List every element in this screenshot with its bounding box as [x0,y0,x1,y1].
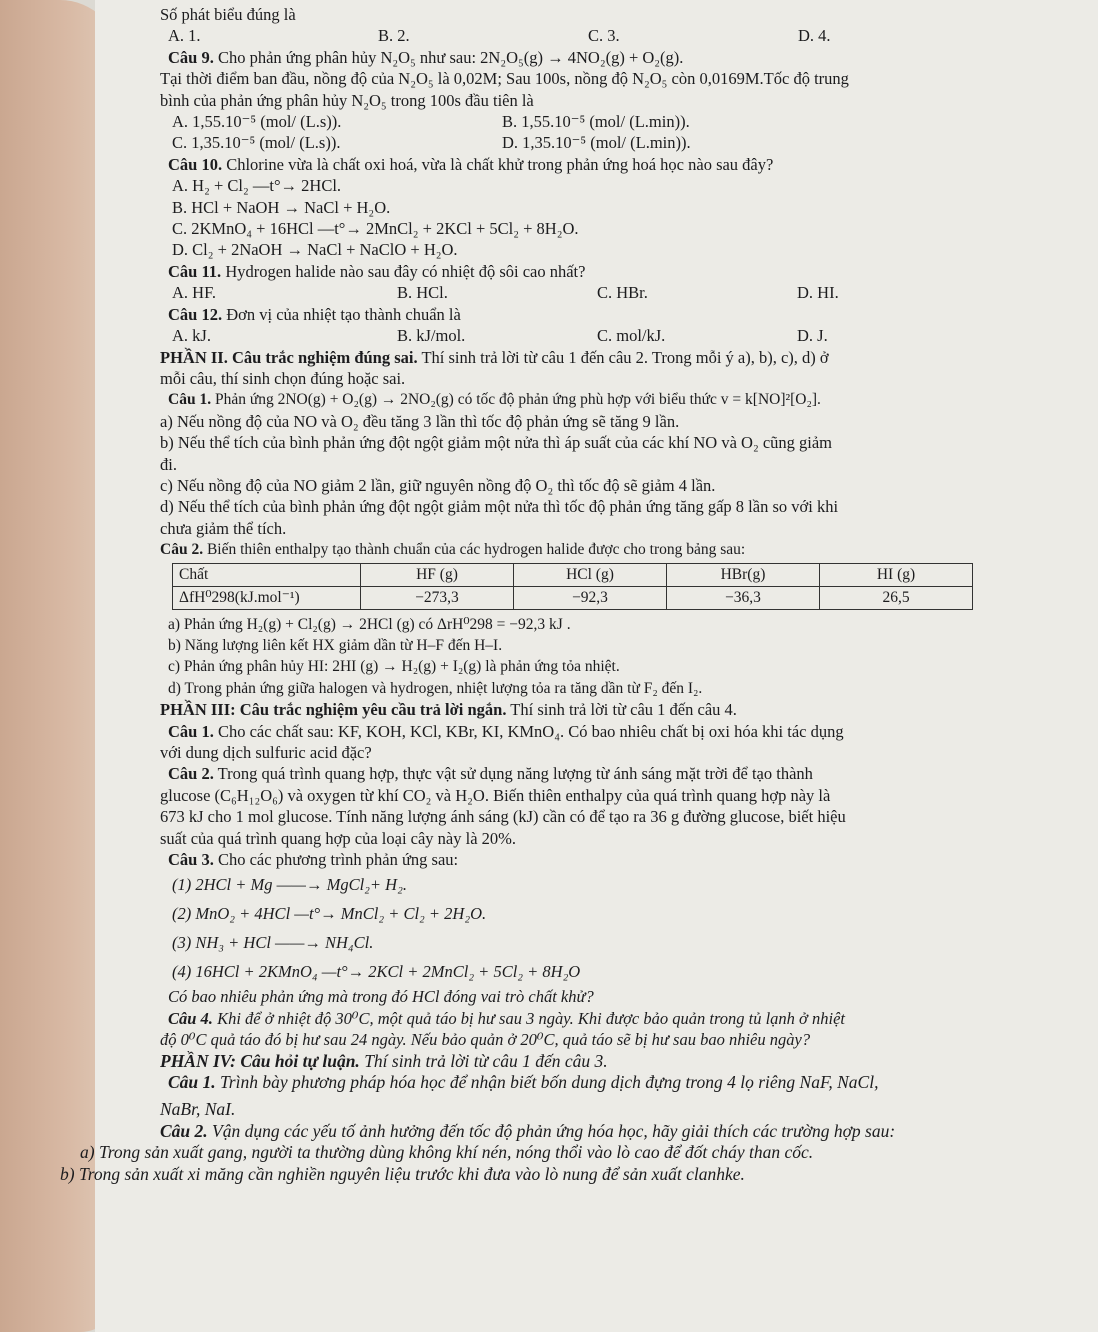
part3-intro: Thí sinh trả lời từ câu 1 đến câu 4. [510,700,737,720]
table-cell: 26,5 [820,586,973,609]
p4-c2-line: b) Trong sản xuất xi măng cần nghiền nguyên liệu trước khi đưa vào lò nung để sản xuất clanhke. [60,1163,745,1184]
part2-intro: Thí sinh trả lời từ câu 1 đến câu 2. Trong mỗi ý a), b), c), d) ở [421,347,829,367]
p2-c1-item: a) Nếu nồng độ của NO và O₂ đều tăng 3 lần thì tốc độ phản ứng sẽ tăng 9 lần. [160,411,680,431]
equation: (2) MnO₂ + 4HCl —t°→ MnCl₂ + Cl₂ + 2H₂O. [172,904,487,924]
option: B. HCl + NaOH → NaCl + H₂O. [172,197,391,217]
option: A. HF. [172,283,217,303]
table-cell: −36,3 [667,586,820,609]
p4-c1-label: Câu 1. [168,1072,216,1093]
table-cell: HBr(g) [667,563,820,586]
p4-c2-line: a) Trong sản xuất gang, người ta thường dùng không khí nén, nóng thổi vào lò cao để đốt cháy than cốc. [80,1142,814,1163]
p2-c2-item: a) Phản ứng H₂(g) + Cl₂(g) → 2HCl (g) có ΔrH⁰298 = −92,3 kJ . [168,615,571,633]
p4-c2-label: Câu 2. [160,1120,208,1141]
q12-options [160,325,1060,346]
p3-c4-line: Khi để ở nhiệt độ 30⁰C, một quả táo bị hư sau 3 ngày. Khi được bảo quản trong tủ lạnh ở nhiệt [217,1008,845,1028]
part2-intro: mỗi câu, thí sinh chọn đúng hoặc sai. [160,368,406,388]
option: C. 2KMnO₄ + 16HCl —t°→ 2MnCl₂ + 2KCl + 5Cl₂ + 8H₂O. [172,219,579,239]
table-header-row [173,563,973,586]
p2-c2-item: c) Phản ứng phân hủy HI: 2HI (g) → H₂(g) + I₂(g) là phản ứng tỏa nhiệt. [168,658,620,676]
p2-c1-item: chưa giảm thể tích. [160,518,287,538]
p2-c1-item: d) Nếu thể tích của bình phản ứng đột ngột giảm một nửa thì tốc độ phản ứng tăng gấp 8 lần so với khi [160,497,839,517]
option: D. 4. [798,26,831,46]
option: D. 1,35.10⁻⁵ (mol/ (L.min)). [502,133,691,153]
option: D. Cl₂ + 2NaOH → NaCl + NaClO + H₂O. [172,240,458,260]
option: B. 1,55.10⁻⁵ (mol/ (L.min)). [502,112,690,132]
p3-c2-line: 673 kJ cho 1 mol glucose. Tính năng lượng ánh sáng (kJ) cần có để tạo ra 36 g đường glucose, biết hiệu [160,807,846,827]
option: A. 1. [168,26,201,46]
part2-title: PHẦN II. Câu trắc nghiệm đúng sai. [160,347,418,367]
q8-stem: Số phát biểu đúng là [160,5,296,24]
p3-c3-question: Có bao nhiêu phản ứng mà trong đó HCl đóng vai trò chất khử? [168,987,594,1007]
table-cell: HCl (g) [514,563,667,586]
q12-stem: Đơn vị của nhiệt tạo thành chuẩn là [226,304,461,324]
q12-label: Câu 12. [168,304,223,324]
q10-label: Câu 10. [168,154,223,174]
p3-c2-line: suất của quá trình quang hợp của loại cây này là 20%. [160,828,517,848]
option: C. 1,35.10⁻⁵ (mol/ (L.s)). [172,133,341,153]
option: D. HI. [797,283,839,303]
option: C. mol/kJ. [597,326,666,346]
table-row [173,586,973,609]
option: C. HBr. [597,283,648,303]
option: B. kJ/mol. [397,326,466,346]
q9-options [160,111,1060,154]
q9-line: bình của phản ứng phân hủy N₂O₅ trong 100s đầu tiên là [160,90,534,110]
q11-options [160,282,1060,303]
q9-line: Cho phản ứng phân hủy N₂O₅ như sau: 2N₂O₅(g) → 4NO₂(g) + O₂(g). [217,47,684,67]
p2-c1-stem: Phản ứng 2NO(g) + O₂(g) → 2NO₂(g) có tốc độ phản ứng phù hợp với biểu thức v = k[NO]²[O₂]. [214,391,821,409]
option: B. HCl. [397,283,448,303]
p3-c2-line: Trong quá trình quang hợp, thực vật sử dụng năng lượng từ ánh sáng mặt trời để tạo thành [217,764,813,784]
enthalpy-table [172,563,973,610]
p2-c2-stem: Biến thiên enthalpy tạo thành chuẩn của các hydrogen halide được cho trong bảng sau: [206,541,746,559]
q11-label: Câu 11. [168,261,222,281]
p3-c3-label: Câu 3. [168,850,214,870]
part4-intro: Thí sinh trả lời từ câu 1 đến câu 3. [364,1050,608,1071]
part3-title: PHẦN III: Câu trắc nghiệm yêu cầu trả lời ngắn. [160,700,507,720]
q10-stem: Chlorine vừa là chất oxi hoá, vừa là chất khử trong phản ứng hoá học nào sau đây? [226,154,774,174]
table-cell: −273,3 [361,586,514,609]
q9-label: Câu 9. [168,47,214,67]
p4-c2-line: Vận dụng các yếu tố ảnh hưởng đến tốc độ phản ứng hóa học, hãy giải thích các trường hợp sau: [212,1120,896,1141]
option: A. kJ. [172,326,211,346]
p2-c1-label: Câu 1. [168,391,212,409]
option: A. H₂ + Cl₂ —t°→ 2HCl. [172,176,342,196]
table-cell: HI (g) [820,563,973,586]
equation: (3) NH₃ + HCl ——→ NH₄Cl. [172,933,374,953]
p2-c1-item: đi. [160,454,177,474]
p3-c2-line: glucose (C₆H₁₂O₆) và oxygen từ khí CO₂ và H₂O. Biến thiên enthalpy của quá trình quang hợp này là [160,785,831,805]
exam-content [60,4,1060,1185]
q8-options [160,25,1060,46]
option: A. 1,55.10⁻⁵ (mol/ (L.s)). [172,112,342,132]
p2-c2-label: Câu 2. [160,541,204,559]
p2-c1-item: c) Nếu nồng độ của NO giảm 2 lần, giữ nguyên nồng độ O₂ thì tốc độ sẽ giảm 4 lần. [160,475,716,495]
q9-line: Tại thời điểm ban đầu, nồng độ của N₂O₅ là 0,02M; Sau 100s, nồng độ N₂O₅ còn 0,0169M.Tốc độ trung [160,69,849,89]
p2-c2-item: d) Trong phản ứng giữa halogen và hydrogen, nhiệt lượng tỏa ra tăng dần từ F₂ đến I₂. [168,679,703,697]
table-cell: −92,3 [514,586,667,609]
p3-c3-stem: Cho các phương trình phản ứng sau: [217,850,459,870]
table-cell: HF (g) [361,563,514,586]
p2-c1-item: b) Nếu thể tích của bình phản ứng đột ngột giảm một nửa thì áp suất của các khí NO và O₂ cũng giảm [160,433,833,453]
p3-c1-line: với dung dịch sulfuric acid đặc? [160,743,372,762]
equation: (4) 16HCl + 2KMnO₄ —t°→ 2KCl + 2MnCl₂ + 5Cl₂ + 8H₂O [172,962,581,982]
p3-c4-line: độ 0⁰C quả táo đó bị hư sau 24 ngày. Nếu bảo quản ở 20⁰C, quả táo sẽ bị hư sau bao nhiêu ngày? [160,1030,811,1050]
option: D. J. [797,326,828,346]
p3-c1-line: Cho các chất sau: KF, KOH, KCl, KBr, KI, KMnO₄. Có bao nhiêu chất bị oxi hóa khi tác dụng [217,721,844,741]
equation: (1) 2HCl + Mg ——→ MgCl₂+ H₂. [172,875,407,895]
p3-c1-label: Câu 1. [168,721,214,741]
table-cell: Chất [173,563,361,586]
q11-stem: Hydrogen halide nào sau đây có nhiệt độ sôi cao nhất? [225,261,586,281]
p3-c4-label: Câu 4. [168,1008,213,1028]
p4-c1-line: NaBr, NaI. [160,1099,236,1120]
option: C. 3. [588,26,620,46]
table-cell: ΔfH⁰298(kJ.mol⁻¹) [173,586,361,609]
p4-c1-line: Trình bày phương pháp hóa học để nhận biết bốn dung dịch đựng trong 4 lọ riêng NaF, NaCl, [220,1072,879,1093]
option: B. 2. [378,26,410,46]
part4-title: PHẦN IV: Câu hỏi tự luận. [160,1050,360,1071]
p2-c2-item: b) Năng lượng liên kết HX giảm dần từ H–F đến H–I. [168,636,503,654]
p3-c2-label: Câu 2. [168,764,214,784]
